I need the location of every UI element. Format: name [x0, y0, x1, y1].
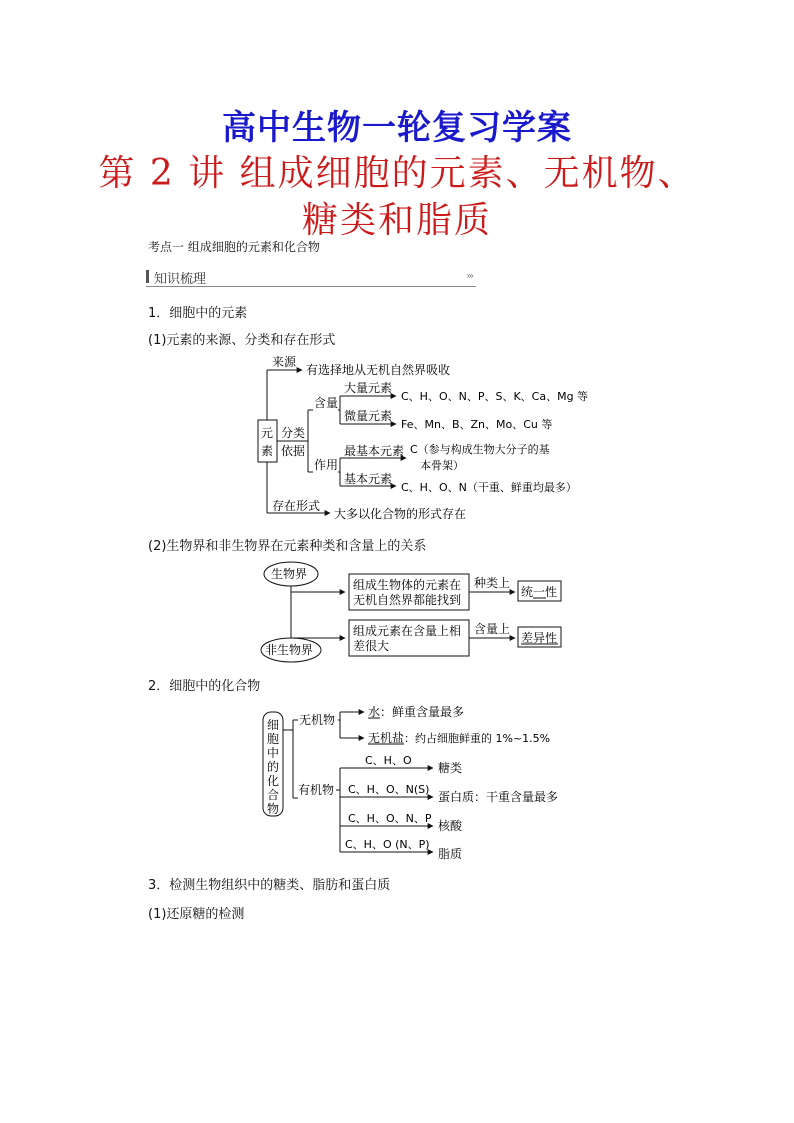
section-3-heading: 3．检测生物组织中的糖类、脂肪和蛋白质	[148, 878, 391, 893]
difference-result: 差异性	[521, 631, 558, 645]
unity-result: 统一性	[521, 585, 558, 599]
water-text: ：鲜重含量最多	[380, 705, 465, 719]
salt-label: 无机盐	[368, 731, 405, 745]
content-label: 含量	[314, 396, 339, 410]
classify-label-1: 分类	[281, 426, 306, 440]
section-bar-label: 知识梳理	[154, 272, 207, 287]
source-text: 有选择地从无机自然界吸收	[306, 363, 451, 377]
classify-label-2: 依据	[281, 444, 306, 458]
element-root-char-2: 素	[261, 444, 274, 458]
lecture-title-line1: 第 2 讲 组成细胞的元素、无机物、	[98, 153, 696, 194]
section-1-sub-1: (1)元素的来源、分类和存在形式	[148, 333, 336, 348]
salt-text: ：约占细胞鲜重的 1%~1.5%	[404, 732, 551, 745]
source-label: 来源	[272, 355, 297, 369]
box-kind-line2: 无机自然界都能找到	[353, 593, 462, 607]
lipid-label: 脂质	[438, 847, 463, 861]
compound-root-char-4: 的	[267, 760, 280, 774]
basic-label: 基本元素	[344, 472, 393, 486]
organic-label: 有机物	[298, 783, 335, 797]
most-basic-text-1: C（参与构成生物大分子的基	[410, 443, 550, 456]
box-amount-line2: 差很大	[353, 639, 390, 653]
role-label: 作用	[314, 458, 339, 472]
chevron-right-icon: ›››	[466, 271, 472, 282]
sugar-label: 糖类	[438, 761, 463, 775]
inorganic-label: 无机物	[299, 713, 336, 727]
section-3-sub-1: (1)还原糖的检测	[148, 907, 245, 922]
kind-label: 种类上	[474, 576, 511, 590]
protein-label: 蛋白质：干重含量最多	[438, 790, 559, 804]
kaodian-heading: 考点一 组成细胞的元素和化合物	[148, 240, 320, 254]
compound-root-char-6: 合	[267, 788, 280, 802]
major-elements-label: 大量元素	[344, 381, 393, 395]
section-1-heading: 1．细胞中的元素	[148, 306, 248, 321]
nucleic-elements: C、H、O、N、P	[348, 812, 432, 825]
compound-root-char-2: 胞	[267, 732, 280, 746]
lipid-elements: C、H、O (N、P)	[345, 838, 430, 851]
living-label: 生物界	[271, 567, 308, 581]
compound-root-char-5: 化	[267, 774, 280, 788]
section-2-heading: 2．细胞中的化合物	[148, 679, 261, 694]
compound-root-char-1: 细	[267, 718, 280, 732]
form-text: 大多以化合物的形式存在	[334, 507, 467, 521]
box-amount-line1: 组成元素在含量上相	[353, 624, 462, 638]
section-1-sub-2: (2)生物界和非生物界在元素种类和含量上的关系	[148, 539, 427, 554]
compound-root-char-7: 物	[267, 802, 280, 816]
nonliving-label: 非生物界	[265, 643, 314, 657]
nucleic-label: 核酸	[438, 819, 463, 833]
box-kind-line1: 组成生物体的元素在	[353, 578, 462, 592]
element-root-char-1: 元	[261, 426, 274, 440]
document-title: 高中生物一轮复习学案	[222, 108, 572, 148]
amount-label: 含量上	[474, 622, 511, 636]
most-basic-label: 最基本元素	[344, 444, 405, 458]
major-elements-text: C、H、O、N、P、S、K、Ca、Mg 等	[401, 390, 589, 403]
sugar-elements: C、H、O	[365, 754, 412, 767]
micro-elements-text: Fe、Mn、B、Zn、Mo、Cu 等	[401, 418, 553, 431]
basic-text: C、H、O、N（干重、鲜重均最多）	[401, 481, 577, 494]
micro-elements-label: 微量元素	[344, 409, 393, 423]
most-basic-text-2: 本骨架）	[420, 459, 464, 472]
lecture-title-line2: 糖类和脂质	[301, 200, 492, 241]
form-label: 存在形式	[272, 499, 321, 513]
protein-elements: C、H、O、N(S)	[348, 783, 430, 796]
water-label: 水	[368, 705, 381, 719]
compound-root-char-3: 中	[267, 746, 280, 760]
